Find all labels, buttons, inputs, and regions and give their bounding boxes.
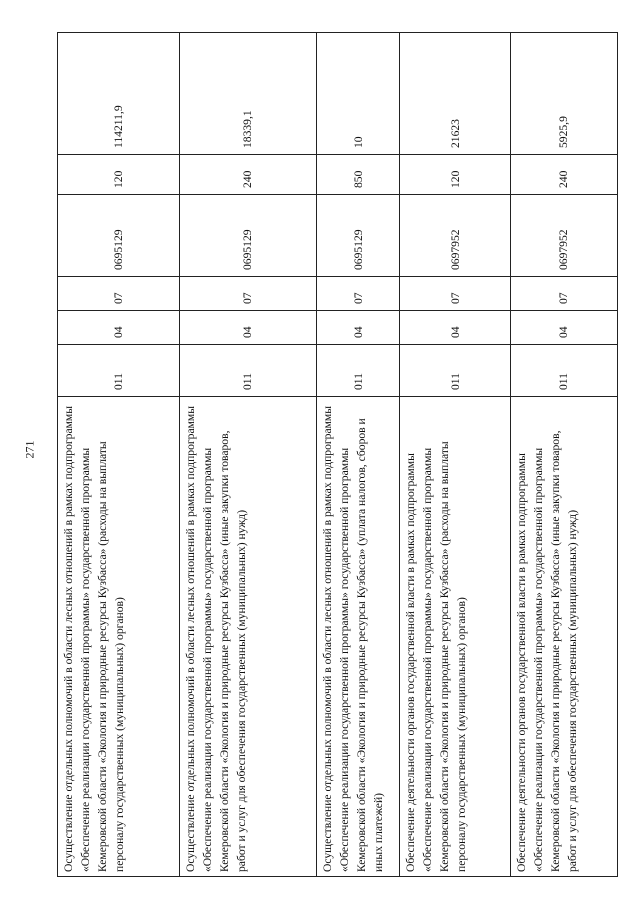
- budget-table-sheet: [57, 33, 618, 877]
- section-code: 04: [400, 311, 510, 345]
- rotated-table-wrapper: [57, 33, 618, 877]
- expense-type-code: 240: [510, 155, 617, 195]
- table-row: [316, 33, 400, 877]
- section-code: 04: [179, 311, 316, 345]
- expense-type-code: 120: [400, 155, 510, 195]
- amount: 114211,9: [58, 33, 180, 155]
- ministry-code: 011: [179, 345, 316, 397]
- table-row: [510, 33, 617, 877]
- subsection-code: 07: [316, 277, 400, 311]
- amount: 21623: [400, 33, 510, 155]
- row-description: Осуществление отдельных полномочий в области лесных отношений в рамках подпрограммы «Обеспечение реализации государственной программы» государственной программы Кемеровской области «Экология и природные ресурсы Кузбасса» (иные закупки товаров, работ и услуг для обеспечения государственных (муниципальных) нужд): [179, 397, 316, 877]
- expense-type-code: 120: [58, 155, 180, 195]
- table-row: [179, 33, 316, 877]
- subsection-code: 07: [179, 277, 316, 311]
- section-code: 04: [510, 311, 617, 345]
- row-description: Обеспечение деятельности органов государственной власти в рамках подпрограммы «Обеспечение реализации государственной программы» государственной программы Кемеровской области «Экология и природные ресурсы Кузбасса» (иные закупки товаров, работ и услуг для обеспечения государственных (муниципальных) нужд): [510, 397, 617, 877]
- ministry-code: 011: [316, 345, 400, 397]
- subsection-code: 07: [400, 277, 510, 311]
- amount: 10: [316, 33, 400, 155]
- target-article-code: 0697952: [510, 195, 617, 277]
- subsection-code: 07: [58, 277, 180, 311]
- target-article-code: 0697952: [400, 195, 510, 277]
- amount: 18339,1: [179, 33, 316, 155]
- target-article-code: 0695129: [316, 195, 400, 277]
- target-article-code: 0695129: [179, 195, 316, 277]
- ministry-code: 011: [510, 345, 617, 397]
- row-description: Обеспечение деятельности органов государственной власти в рамках подпрограммы «Обеспечение реализации государственной программы» государственной программы Кемеровской области «Экология и природные ресурсы Кузбасса» (расходы на выплаты персоналу государственных (муниципальных) органов): [400, 397, 510, 877]
- target-article-code: 0695129: [58, 195, 180, 277]
- table-row: [58, 33, 180, 877]
- expense-type-code: 850: [316, 155, 400, 195]
- section-code: 04: [58, 311, 180, 345]
- subsection-code: 07: [510, 277, 617, 311]
- ministry-code: 011: [58, 345, 180, 397]
- expense-type-code: 240: [179, 155, 316, 195]
- ministry-code: 011: [400, 345, 510, 397]
- row-description: Осуществление отдельных полномочий в области лесных отношений в рамках подпрограммы «Обеспечение реализации государственной программы» государственной программы Кемеровской области «Экология и природные ресурсы Кузбасса» (расходы на выплаты персоналу государственных (муниципальных) органов): [58, 397, 180, 877]
- row-description: Осуществление отдельных полномочий в области лесных отношений в рамках подпрограммы «Обеспечение реализации государственной программы» государственной программы Кемеровской области «Экология и природные ресурсы Кузбасса» (уплата налогов, сборов и иных платежей): [316, 397, 400, 877]
- page-number: 271: [22, 440, 37, 459]
- amount: 5925,9: [510, 33, 617, 155]
- table-row: [400, 33, 510, 877]
- budget-table: [57, 32, 618, 877]
- section-code: 04: [316, 311, 400, 345]
